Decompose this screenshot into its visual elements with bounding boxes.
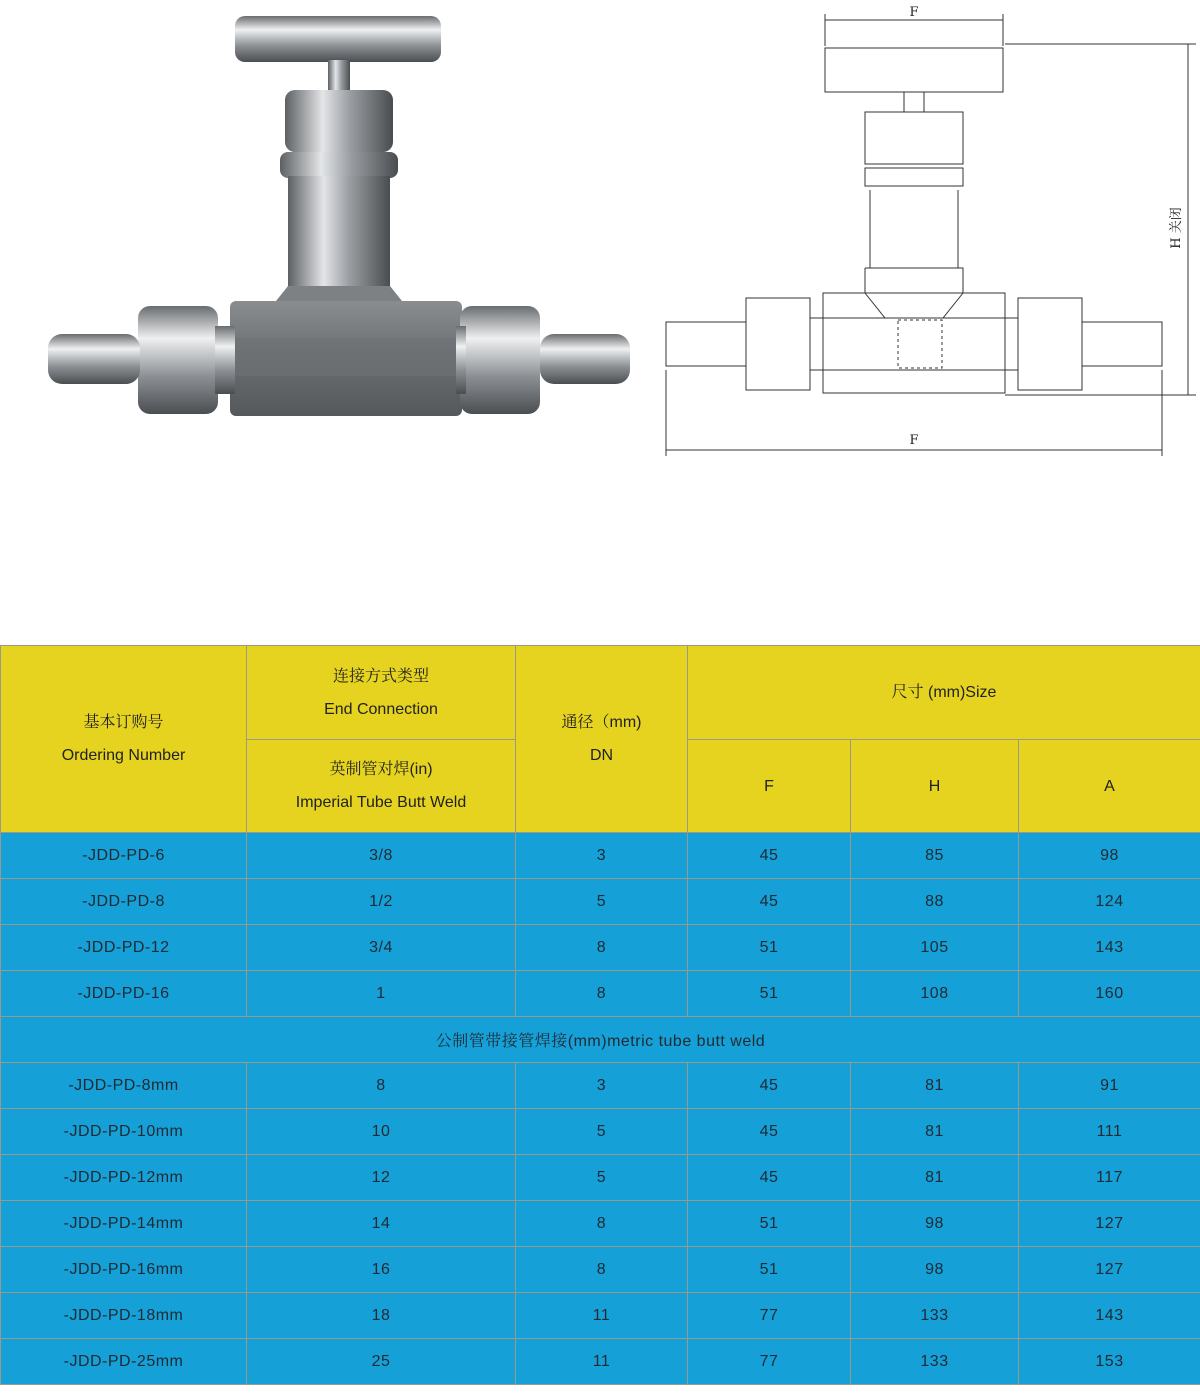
- cell-dn: 5: [516, 1109, 688, 1155]
- cell-conn: 3/4: [247, 925, 516, 971]
- cell-a: 98: [1019, 833, 1200, 879]
- header-end-connection: [247, 646, 516, 740]
- cell-conn: 16: [247, 1247, 516, 1293]
- cell-conn: 8: [247, 1063, 516, 1109]
- table-row: [1, 1247, 1200, 1293]
- bottom-dim-label: F: [909, 433, 919, 448]
- header-a: A: [1019, 740, 1200, 833]
- table-row: [1, 1201, 1200, 1247]
- cell-ordering: -JDD-PD-25mm: [1, 1339, 247, 1385]
- cell-dn: 5: [516, 879, 688, 925]
- cell-conn: 14: [247, 1201, 516, 1247]
- cell-a: 160: [1019, 971, 1200, 1017]
- cell-h: 133: [851, 1293, 1019, 1339]
- cell-f: 51: [688, 1201, 851, 1247]
- cell-a: 153: [1019, 1339, 1200, 1385]
- cell-conn: 18: [247, 1293, 516, 1339]
- cell-ordering: -JDD-PD-8mm: [1, 1063, 247, 1109]
- header-dn: [516, 646, 688, 833]
- cell-f: 45: [688, 1109, 851, 1155]
- cell-conn: 1/2: [247, 879, 516, 925]
- cell-ordering: -JDD-PD-14mm: [1, 1201, 247, 1247]
- cell-h: 108: [851, 971, 1019, 1017]
- header-size: 尺寸 (mm)Size: [688, 646, 1200, 740]
- header-dn-en: DN: [589, 747, 614, 764]
- cell-h: 98: [851, 1201, 1019, 1247]
- table-row: [1, 971, 1200, 1017]
- cell-ordering: -JDD-PD-8: [1, 879, 247, 925]
- header-f: F: [688, 740, 851, 833]
- table-row: [1, 925, 1200, 971]
- spec-table: [0, 645, 1200, 1385]
- cell-ordering: -JDD-PD-16mm: [1, 1247, 247, 1293]
- header-end-conn-en: End Connection: [324, 700, 438, 718]
- cell-dn: 8: [516, 971, 688, 1017]
- table-row: [1, 879, 1200, 925]
- cell-dn: 5: [516, 1155, 688, 1201]
- header-h: H: [851, 740, 1019, 833]
- table-row: [1, 1155, 1200, 1201]
- cell-a: 91: [1019, 1063, 1200, 1109]
- cell-a: 143: [1019, 1293, 1200, 1339]
- cell-a: 127: [1019, 1247, 1200, 1293]
- cell-h: 105: [851, 925, 1019, 971]
- cell-h: 85: [851, 833, 1019, 879]
- cell-h: 81: [851, 1155, 1019, 1201]
- header-ordering-cn: 基本订购号: [83, 714, 164, 731]
- header-ordering-en: Ordering Number: [61, 747, 186, 764]
- dimension-drawing: [660, 0, 1200, 470]
- cell-ordering: -JDD-PD-6: [1, 833, 247, 879]
- header-end-conn-cn: 连接方式类型: [332, 667, 429, 685]
- cell-h: 88: [851, 879, 1019, 925]
- header-dn-cn: 通径（mm): [561, 714, 642, 731]
- cell-f: 45: [688, 833, 851, 879]
- metric-group-label: 公制管带接管焊接(mm)metric tube butt weld: [1, 1017, 1200, 1063]
- cell-dn: 8: [516, 925, 688, 971]
- cell-dn: 8: [516, 1247, 688, 1293]
- cell-h: 81: [851, 1063, 1019, 1109]
- cell-dn: 8: [516, 1201, 688, 1247]
- top-dim-label: F: [909, 5, 919, 20]
- cell-a: 117: [1019, 1155, 1200, 1201]
- table-row: [1, 1339, 1200, 1385]
- cell-h: 81: [851, 1109, 1019, 1155]
- cell-ordering: -JDD-PD-12: [1, 925, 247, 971]
- cell-dn: 3: [516, 833, 688, 879]
- header-imperial-cn: 英制管对焊(in): [329, 761, 433, 778]
- cell-conn: 12: [247, 1155, 516, 1201]
- height-dim-label: H 关闭: [1169, 207, 1184, 249]
- valve-photo: [40, 8, 640, 428]
- cell-conn: 25: [247, 1339, 516, 1385]
- cell-f: 45: [688, 1063, 851, 1109]
- table-row: [1, 833, 1200, 879]
- cell-ordering: -JDD-PD-10mm: [1, 1109, 247, 1155]
- cell-ordering: -JDD-PD-18mm: [1, 1293, 247, 1339]
- cell-conn: 10: [247, 1109, 516, 1155]
- cell-dn: 3: [516, 1063, 688, 1109]
- header-imperial: [247, 740, 516, 833]
- cell-a: 127: [1019, 1201, 1200, 1247]
- cell-f: 51: [688, 971, 851, 1017]
- cell-h: 133: [851, 1339, 1019, 1385]
- metric-group-row: [1, 1017, 1200, 1063]
- cell-conn: 1: [247, 971, 516, 1017]
- cell-a: 143: [1019, 925, 1200, 971]
- cell-a: 124: [1019, 879, 1200, 925]
- table-row: [1, 1293, 1200, 1339]
- cell-dn: 11: [516, 1339, 688, 1385]
- cell-f: 77: [688, 1293, 851, 1339]
- cell-dn: 11: [516, 1293, 688, 1339]
- table-row: [1, 1109, 1200, 1155]
- cell-ordering: -JDD-PD-16: [1, 971, 247, 1017]
- cell-f: 45: [688, 879, 851, 925]
- cell-conn: 3/8: [247, 833, 516, 879]
- cell-h: 98: [851, 1247, 1019, 1293]
- cell-f: 51: [688, 925, 851, 971]
- cell-a: 111: [1019, 1109, 1200, 1155]
- header-imperial-en: Imperial Tube Butt Weld: [295, 794, 467, 811]
- table-row: [1, 1063, 1200, 1109]
- cell-f: 51: [688, 1247, 851, 1293]
- cell-ordering: -JDD-PD-12mm: [1, 1155, 247, 1201]
- header-ordering-number: [1, 646, 247, 833]
- cell-f: 77: [688, 1339, 851, 1385]
- cell-f: 45: [688, 1155, 851, 1201]
